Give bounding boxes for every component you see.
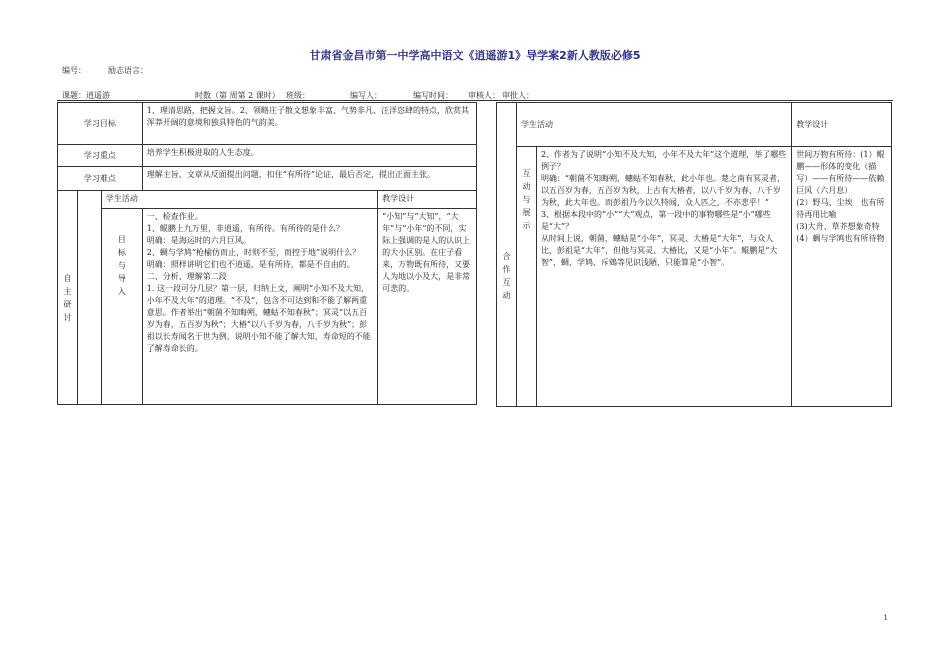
- focus-text: 培养学生积极进取的人生态度。: [142, 145, 476, 167]
- cooperation-side: [497, 147, 517, 407]
- left-activity-line: 2、蜩与学鸠“枪榆仿而止，时则不至，而控于地”说明什么？: [146, 248, 361, 257]
- right-table: [496, 102, 892, 407]
- right-teacher-line: (4）蜩与学鸠也有所待物: [796, 234, 885, 243]
- right-activity-line: 明确：“朝菌不知晦朔，蟪蛄不知春秋，此小年也。楚之南有冥灵者，以五百岁为春，五百岁为秋，上古有大椿者，以八千岁为春，八千岁为秋，此大年也。而彭祖乃今以久特闻，众人匹之，不亦悲乎！”: [540, 174, 786, 207]
- target-intro-side: [101, 209, 142, 405]
- goal-text: 1、理清思路，把握文旨。2、领略庄子散文想象丰富、气势非凡、汪洋恣肆的特点，欣赏其浑莽开阔的意境和独具特色的气韵美。: [142, 103, 476, 145]
- approver-label: 审批人：: [502, 91, 534, 100]
- goal-label: 学习目标: [58, 103, 143, 145]
- left-activity-line: 明确：是海运时的六月巨风。: [146, 236, 251, 245]
- right-activity-line: 2、作者为了说明“小知不及大知，小年不及大年”这个道理，举了哪些例子？: [540, 150, 787, 171]
- right-teacher-line: 世间万物有所待：(1）鲲鹏——形体的变化（描写）——有所待——依赖巨风（六月息）: [796, 150, 885, 195]
- right-teacher-cell: [792, 147, 892, 407]
- left-activity-line: 二、分析、理解第二段: [146, 272, 227, 281]
- left-activity-cell: [142, 209, 377, 405]
- left-activity-line: 明确：照样讲明它们也不逍遥，是有所待，都是不自由的。: [146, 260, 355, 269]
- self-study-label: 自主研讨: [63, 273, 72, 322]
- document-title: 甘肃省金昌市第一中学高中语文《逍遥游1》导学案2新人教版必修5: [309, 49, 641, 62]
- cooperation-label: 合作互动: [502, 252, 511, 301]
- header-rule: [57, 100, 893, 101]
- interaction-side: [516, 147, 536, 407]
- right-activity-line: 从时间上说，朝菌，蟪蛄是“小年”，冥灵、大椿是“大年”，与众人比，彭祖是“大年”，但他与冥灵、大椿比，又是“小年”。鲲鹏是“大智”，蜩、学鸠、斥鴳等见识浅陋，只能算是“小智”。: [540, 234, 778, 267]
- number-label: 编号：: [62, 66, 86, 75]
- reviewer-label: 审核人：: [468, 91, 500, 100]
- topic-label: 课题：逍遥游: [62, 91, 110, 100]
- right-teacher-line: (3)大舟、草芥想象奇特: [796, 222, 880, 231]
- self-study-side: [58, 191, 78, 405]
- left-col-student-header: 学生活动: [101, 191, 377, 209]
- target-intro-label: 目标与导入: [117, 235, 126, 296]
- difficulty-label: 学习难点: [58, 167, 143, 191]
- left-activity-line: 一、检查作业。: [146, 212, 203, 221]
- focus-label: 学习重点: [58, 145, 143, 167]
- left-teacher-cell: “小知”与“大知”，“大年”与“小年”的不同，实际上强调的是人的认识上的大小区别。在庄子看来，万物既有所待，又要人为地以小及大，是非常可悲的。: [378, 209, 477, 405]
- motto-label: 励志语言：: [108, 66, 148, 75]
- right-activity-cell: [536, 147, 791, 407]
- left-col-teacher-header: 教学设计: [378, 191, 477, 209]
- page-number: 1: [883, 614, 888, 622]
- left-table: [57, 102, 477, 405]
- class-label: 班级：: [286, 91, 310, 100]
- writer-label: 编写人：: [350, 91, 382, 100]
- difficulty-text: 理解主旨，文章从反面提出问题，扣住“有所待”论证，最后否定，提出正面主张。: [142, 167, 476, 191]
- left-activity-line: 1、鲲鹏上九万里，非逍遥，有所待。有所待的是什么？: [146, 224, 344, 233]
- interaction-label: 互动与展示: [522, 169, 531, 230]
- period-label: 时数（第 周第 2 课时）: [195, 91, 280, 100]
- right-col-student-header: 学生活动: [516, 103, 791, 147]
- right-activity-line: 3、根据本段中的“小”“大”观点，第一段中的事物哪些是“小”哪些是“大”？: [540, 210, 771, 231]
- right-col-teacher-header: 教学设计: [792, 103, 892, 147]
- right-teacher-line: (2）野马、尘埃 也有所待再用比喻: [796, 198, 885, 219]
- write-time-label: 编写时间：: [413, 91, 453, 100]
- left-activity-line: 1. 这一段可分几层？第一层，归纳上文，阐明“小知不及大知，小年不及大年”的道理。“不及”，包含不可达到和不能了解两重意思。作者举出“朝菌不知晦朔，蟪蛄不知春秋”；冥灵“以五百岁为春，五百岁为秋”；大椿“以八千岁为春，八千岁为秋”；彭祖以长寿闻名于世为例，说明小知不能了解大知，寿命短的不能了解寿命长的。: [146, 284, 371, 353]
